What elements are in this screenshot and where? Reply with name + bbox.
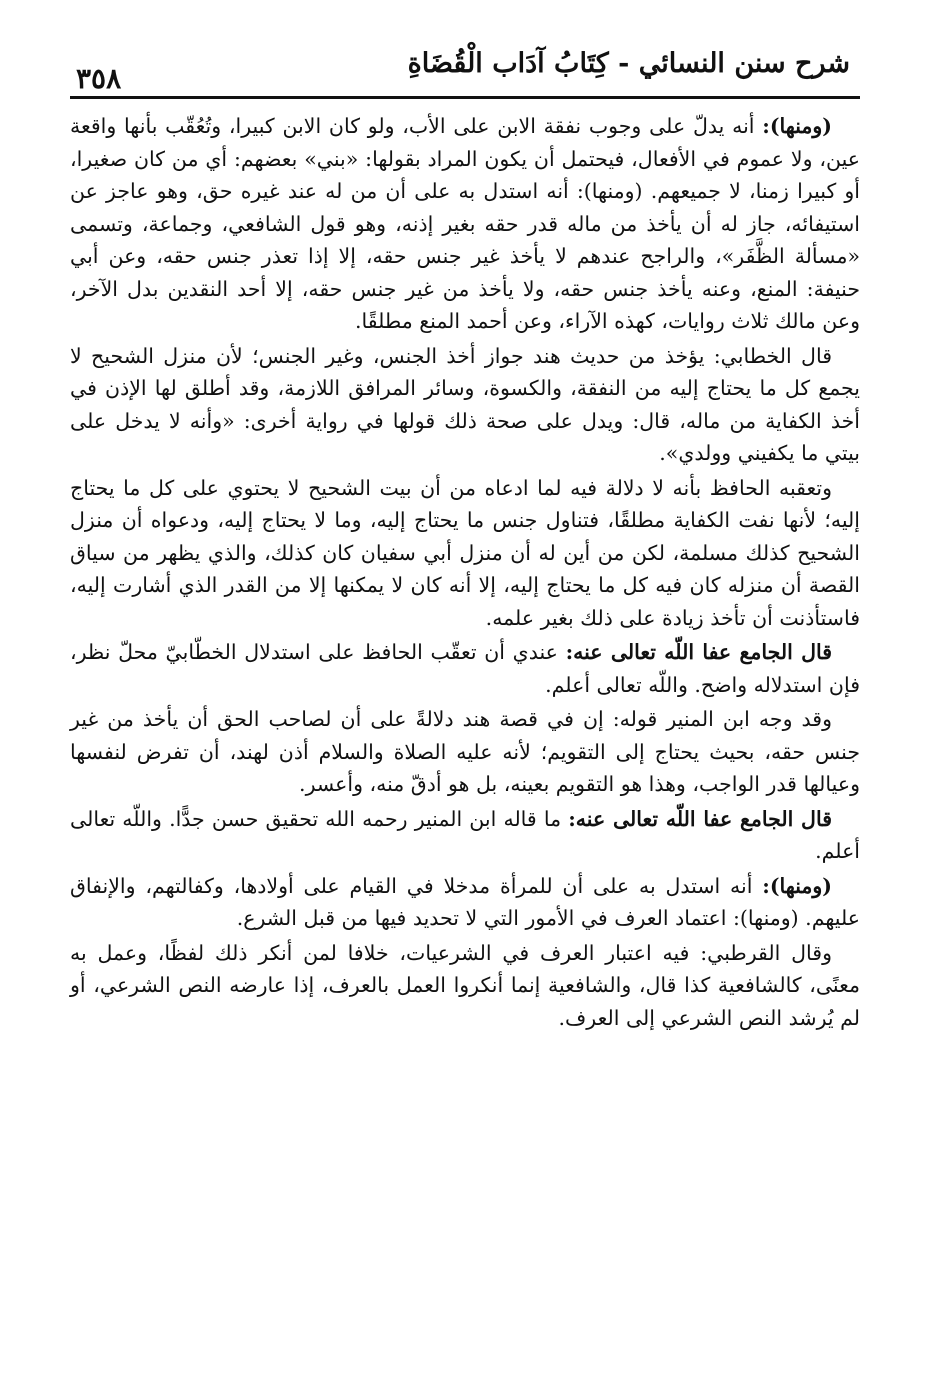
paragraph-6 bbox=[70, 803, 860, 868]
page-header bbox=[70, 40, 860, 99]
paragraph-lead: قال الجامع عفا اللّه تعالى عنه: bbox=[565, 640, 833, 664]
paragraph-text: أنه استدل به على أن للمرأة مدخلا في القيام على أولادها، وكفالتهم، والإنفاق عليهم. (ومنها): اعتماد العرف في الأمور التي لا تحديد فيها من قبل الشرع. bbox=[70, 873, 860, 930]
paragraph-text: عندي أن تعقّب الحافظ على استدلال الخطّابيّ محلّ نظر، فإن استدلاله واضح. واللّه تعالى أعلم. bbox=[70, 640, 860, 697]
page-number: ٣٥٨ bbox=[76, 62, 122, 95]
paragraph-4 bbox=[70, 636, 860, 701]
paragraph-text: وقال القرطبي: فيه اعتبار العرف في الشرعيات، خلافا لمن أنكر ذلك لفظًا، وعمل به معنًى، كالشافعية كذا قال، والشافعية إنما أنكروا العمل بالعرف، إذا عارضه النص الشرعي، أو لم يُرشد النص الشرعي إلى العرف. bbox=[70, 940, 860, 1030]
paragraph-5 bbox=[70, 703, 860, 801]
paragraph-lead: (ومنها): bbox=[762, 873, 832, 898]
paragraph-7 bbox=[70, 870, 860, 935]
paragraph-lead: (ومنها): bbox=[762, 114, 832, 138]
paragraph-text: وقد وجه ابن المنير قوله: إن في قصة هند دلالةً على أن لصاحب الحق أن يأخذ من غير جنس حقه، بحيث يحتاج إلى التقويم؛ لأنه عليه الصلاة والسلام أذن لهند، أن تفرض لنفسها وعيالها قدر الواجب، وهذا هو التقويم بعينه، بل هو أدقّ منه، وأعسر. bbox=[70, 707, 860, 796]
paragraph-8 bbox=[70, 937, 860, 1035]
body-text bbox=[70, 110, 860, 1036]
paragraph-text: قال الخطابي: يؤخذ من حديث هند جواز أخذ الجنس، وغير الجنس؛ لأن منزل الشحيح لا يجمع كل ما يحتاج إليه من النفقة، والكسوة، وسائر المرافق اللازمة، وقد أطلق لها الإذن في أخذ الكفاية من ماله، قال: ويدل على صحة ذلك قولها في رواية أخرى: «وأنه لا يدخل على بيتي ما يكفيني وولدي». bbox=[70, 343, 860, 465]
paragraph-text: وتعقبه الحافظ بأنه لا دلالة فيه لما ادعاه من أن بيت الشحيح لا يحتوي على كل ما يحتاج إليه؛ لأنها نفت الكفاية مطلقًا، فتناول جنس ما يحتاج إليه، وما لا يحتاج إليه، ودعواه أن منزل الشحيح كذلك مسلمة، لكن من أين له أن منزل أبي سفيان كان كذلك، والذي يظهر من سياق القصة أن منزله كان فيه كل ما يحتاج إليه، إلا أنه كان لا يمكنها إلا من القدر الذي أشارت إليه، فاستأذنت أن تأخذ زيادة على ذلك بغير علمه. bbox=[70, 475, 860, 630]
paragraph-lead: قال الجامع عفا اللّه تعالى عنه: bbox=[568, 806, 832, 831]
paragraph-text: ما قاله ابن المنير رحمه الله تحقيق حسن جدًّا. واللّه تعالى أعلم. bbox=[70, 806, 860, 863]
running-title: شرح سنن النسائي - كِتَابُ آدَاب الْقُضَاةِ bbox=[407, 48, 850, 79]
paragraph-text: أنه يدلّ على وجوب نفقة الابن على الأب، ولو كان الابن كبيرا، وتُعُقّب بأنها واقعة عين، ولا عموم في الأفعال، فيحتمل أن يكون المراد بقولها: «بني» بعضهم: أي من كان صغيرا، أو كبيرا زمنا، لا جميعهم. (ومنها): أنه استدل به على أن من له عند غيره حق، وهو عاجز عن استيفائه، جاز له أن يأخذ من ماله قدر حقه بغير إذنه، وهو قول الشافعي، وجماعة، وتسمى «مسألة الظَّفَر»، والراجح عندهم لا يأخذ غير جنس حقه، إلا إذا تعذر جنس حقه، وعن أبي حنيفة: المنع، وعنه يأخذ جنس حقه، ولا يأخذ من غير جنس حقه، إلا أحد النقدين بدل الآخر، وعن مالك ثلاث روايات، كهذه الآراء، وعن أحمد المنع مطلقًا. bbox=[70, 114, 860, 333]
paragraph-1 bbox=[70, 110, 860, 338]
paragraph-2 bbox=[70, 340, 860, 470]
paragraph-3 bbox=[70, 472, 860, 635]
document-page bbox=[70, 40, 860, 1340]
